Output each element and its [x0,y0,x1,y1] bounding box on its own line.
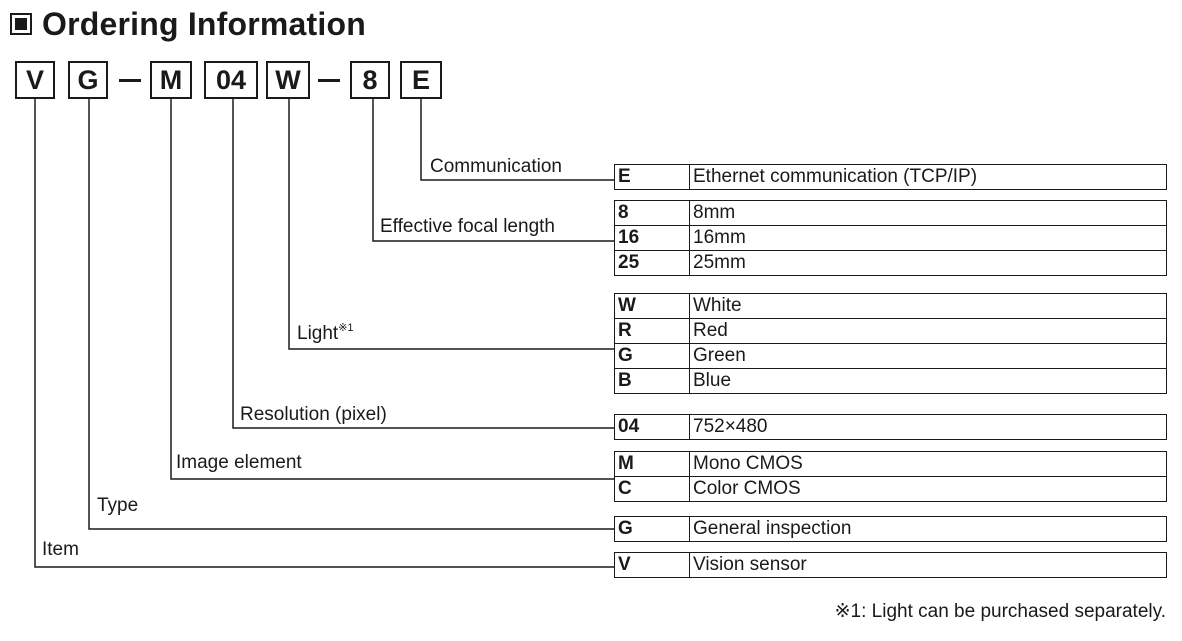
label-communication: Communication [430,156,562,177]
option-code: G [615,344,690,369]
code-box-light: W [266,61,310,99]
table-item [614,552,1167,578]
code-box-item: V [15,61,55,99]
label-type: Type [97,495,139,516]
page-title: Ordering Information [42,5,366,42]
option-code: V [615,553,690,578]
option-description: 16mm [690,226,1167,251]
option-description: Blue [690,369,1167,394]
option-code: E [615,165,690,190]
table-row [615,344,1167,369]
table-row [615,415,1167,440]
option-code: 25 [615,251,690,276]
footnote-mark: ※1 [338,322,354,334]
table-row [615,553,1167,578]
table-row [615,477,1167,502]
label-light: Light [297,323,339,344]
option-description: Mono CMOS [690,452,1167,477]
connector-resolution [233,99,615,428]
label-item: Item [42,539,79,560]
code-box-image-element: M [150,61,192,99]
label-light-group [297,323,354,345]
table-row [615,201,1167,226]
code-box-type: G [68,61,108,99]
table-image-element [614,451,1167,502]
table-row [615,319,1167,344]
table-row [615,226,1167,251]
option-description: Color CMOS [690,477,1167,502]
option-code: M [615,452,690,477]
option-code: 16 [615,226,690,251]
code-box-communication: E [400,61,442,99]
table-light [614,293,1167,394]
option-description: Vision sensor [690,553,1167,578]
table-row [615,251,1167,276]
table-resolution [614,414,1167,440]
option-description: 8mm [690,201,1167,226]
option-description: White [690,294,1167,319]
table-row [615,517,1167,542]
option-code: 8 [615,201,690,226]
option-code: C [615,477,690,502]
table-focal-length [614,200,1167,276]
option-code: R [615,319,690,344]
label-resolution: Resolution (pixel) [240,404,387,425]
option-description: Green [690,344,1167,369]
option-code: B [615,369,690,394]
table-row [615,165,1167,190]
table-row [615,369,1167,394]
footnote: ※1: Light can be purchased separately. [834,601,1166,622]
option-description: 752×480 [690,415,1167,440]
table-row [615,452,1167,477]
table-communication [614,164,1167,190]
option-description: Red [690,319,1167,344]
label-image-element: Image element [176,452,302,473]
option-code: W [615,294,690,319]
option-code: G [615,517,690,542]
option-description: 25mm [690,251,1167,276]
option-description: Ethernet communication (TCP/IP) [690,165,1167,190]
table-row [615,294,1167,319]
table-type [614,516,1167,542]
label-focal-length: Effective focal length [380,216,555,237]
option-code: 04 [615,415,690,440]
code-box-resolution: 04 [204,61,258,99]
code-box-focal-length: 8 [350,61,390,99]
option-description: General inspection [690,517,1167,542]
